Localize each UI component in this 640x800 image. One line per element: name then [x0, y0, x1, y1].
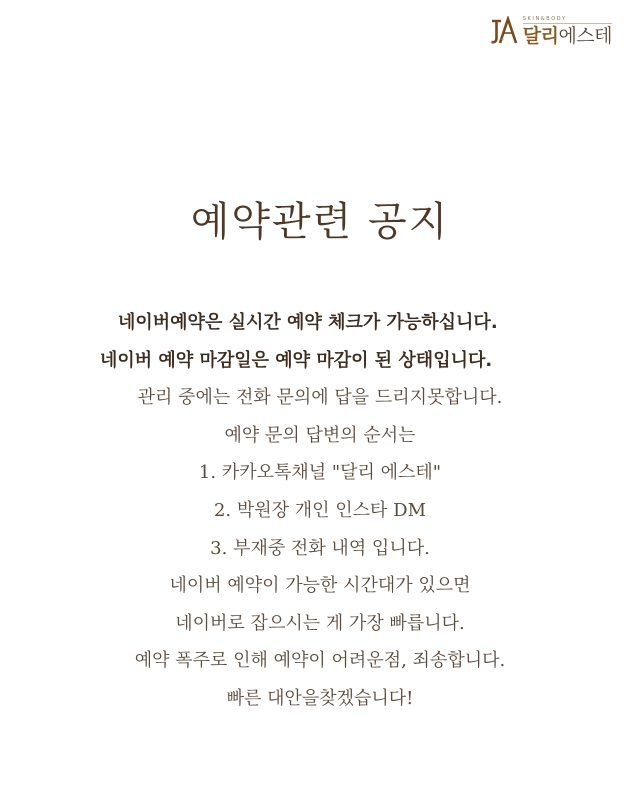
notice-title: 예약관련 공지 — [190, 199, 450, 245]
brand-logo — [489, 16, 612, 46]
logo-name-bold: 달리 — [522, 25, 559, 47]
notice-list-item: 2. 박원장 개인 인스타 DM — [213, 499, 427, 521]
notice-line: 네이버 예약이 가능한 시간대가 있으면 — [169, 575, 471, 597]
logo-name — [523, 26, 612, 46]
logo-subtitle: SKIN&BODY — [523, 16, 612, 24]
notice-list-item: 1. 카카오톡채널 "달리 에스테" — [198, 462, 442, 484]
notice-line: 네이버예약은 실시간 예약 체크가 가능하십니다. — [118, 312, 498, 333]
notice-line: 예약 폭주로 인해 예약이 어려운점, 죄송합니다. — [134, 650, 506, 672]
notice-line: 네이버로 잡으시는 게 가장 빠릅니다. — [175, 612, 465, 634]
logo-monogram-icon — [489, 16, 519, 46]
notice-body — [0, 304, 640, 718]
notice-line: 관리 중에는 전화 문의에 답을 드리지못합니다. — [137, 387, 503, 409]
notice-list-item: 3. 부재중 전화 내역 입니다. — [210, 537, 430, 559]
notice-line: 빠른 대안을찾겠습니다! — [226, 687, 414, 709]
notice-line: 예약 문의 답변의 순서는 — [224, 424, 416, 446]
logo-name-light: 에스테 — [558, 25, 612, 47]
notice-line: 네이버 예약 마감일은 예약 마감이 된 상태입니다. — [100, 349, 493, 371]
